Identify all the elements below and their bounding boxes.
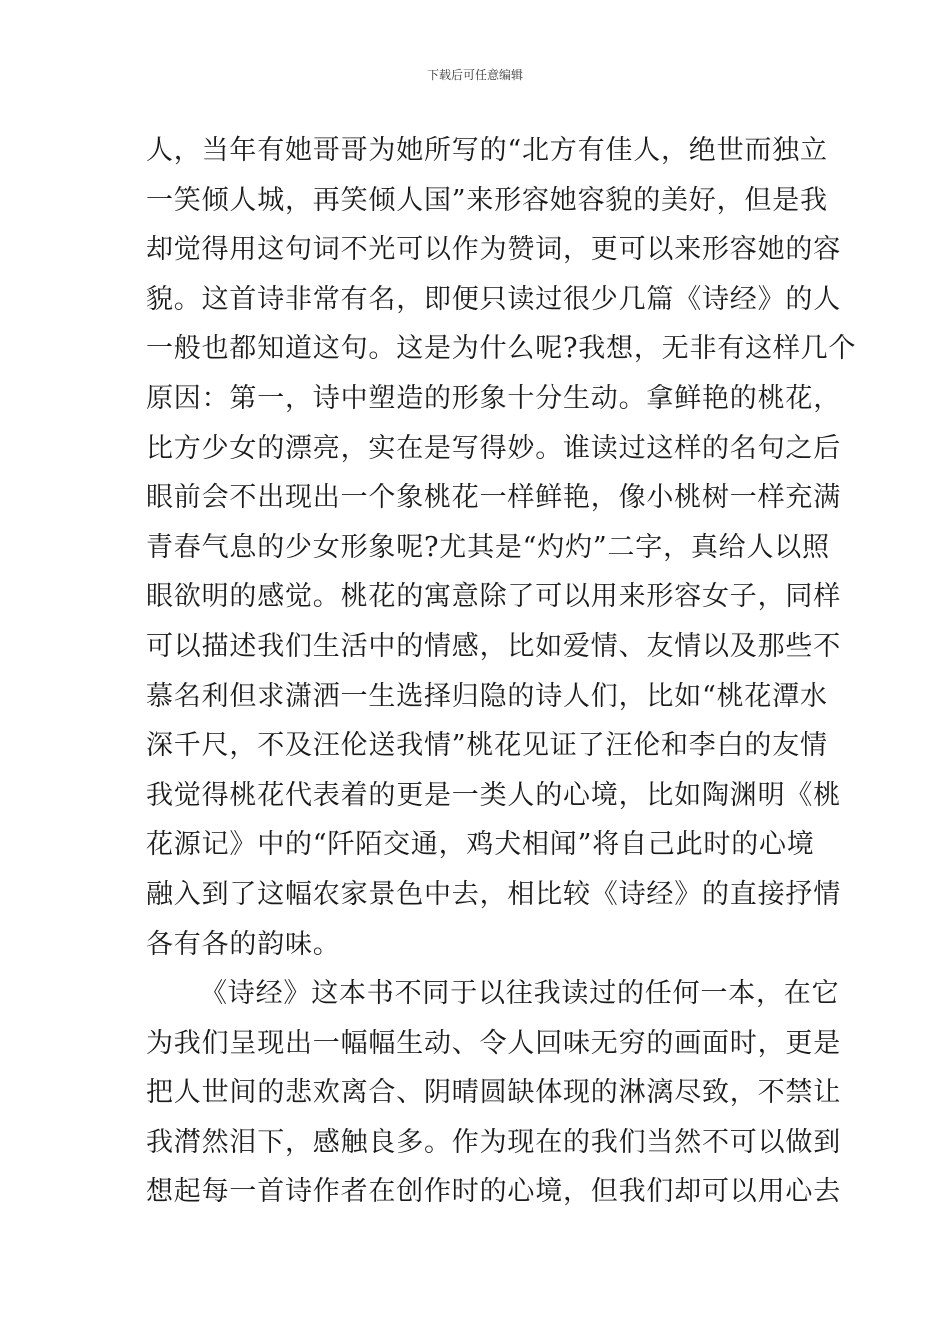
paragraph-1-line-17: 各有各的韵味。	[146, 928, 341, 960]
paragraph-1-line-12: 慕名利但求潇洒一生选择归隐的诗人们，比如“桃花潭水	[146, 680, 828, 712]
paragraph-1-line-2: 一笑倾人城，再笑倾人国”来形容她容貌的美好，但是我	[146, 184, 828, 216]
paragraph-2-line-4: 我潸然泪下，感触良多。作为现在的我们当然不可以做到	[146, 1126, 841, 1158]
paragraph-2-line-6	[146, 1217, 808, 1267]
paragraph-1-line-9: 青春气息的少女形象呢?尤其是“灼灼”二字，真给人以照	[146, 531, 830, 563]
paragraph-1-line-13: 深千尺，不及汪伦送我情”桃花见证了汪伦和李白的友情	[146, 730, 828, 762]
paragraph-1-line-10: 眼欲明的感觉。桃花的寓意除了可以用来形容女子，同样	[146, 581, 841, 613]
paragraph-2-line-1: 《诗经》这本书不同于以往我读过的任何一本，在它	[200, 978, 840, 1010]
paragraph-1-line-3: 却觉得用这句词不光可以作为赞词，更可以来形容她的容	[146, 234, 841, 266]
paragraph-1-line-7: 比方少女的漂亮，实在是写得妙。谁读过这样的名句之后	[146, 432, 841, 464]
paragraph-2-line-2: 为我们呈现出一幅幅生动、令人回味无穷的画面时，更是	[146, 1027, 841, 1059]
page-header: 下载后可任意编辑	[426, 68, 523, 82]
document-body	[146, 126, 857, 1267]
paragraph-1-line-4: 貌。这首诗非常有名，即便只读过很少几篇《诗经》的人	[146, 283, 841, 315]
paragraph-1-line-15: 花源记》中的“阡陌交通，鸡犬相闻”将自己此时的心境	[146, 829, 815, 861]
paragraph-1-line-6: 原因：第一，诗中塑造的形象十分生动。拿鲜艳的桃花，	[146, 382, 841, 414]
paragraph-1-line-5: 一般也都知道这句。这是为什么呢?我想，无非有这样几个	[146, 333, 857, 365]
paragraph-1-line-11: 可以描述我们生活中的情感，比如爱情、友情以及那些不	[146, 630, 841, 662]
paragraph-1-line-14: 我觉得桃花代表着的更是一类人的心境，比如陶渊明《桃	[146, 779, 841, 811]
paragraph-2-line-5: 想起每一首诗作者在创作时的心境，但我们却可以用心去	[146, 1176, 841, 1208]
paragraph-1-line-1: 人，当年有她哥哥为她所写的“北方有佳人，绝世而独立	[146, 135, 828, 166]
paragraph-2-line-3: 把人世间的悲欢离合、阴晴圆缺体现的淋漓尽致，不禁让	[146, 1077, 841, 1109]
paragraph-1-line-16: 融入到了这幅农家景色中去，相比较《诗经》的直接抒情	[146, 878, 841, 910]
paragraph-1-line-8: 眼前会不出现出一个象桃花一样鲜艳，像小桃树一样充满	[146, 482, 841, 514]
